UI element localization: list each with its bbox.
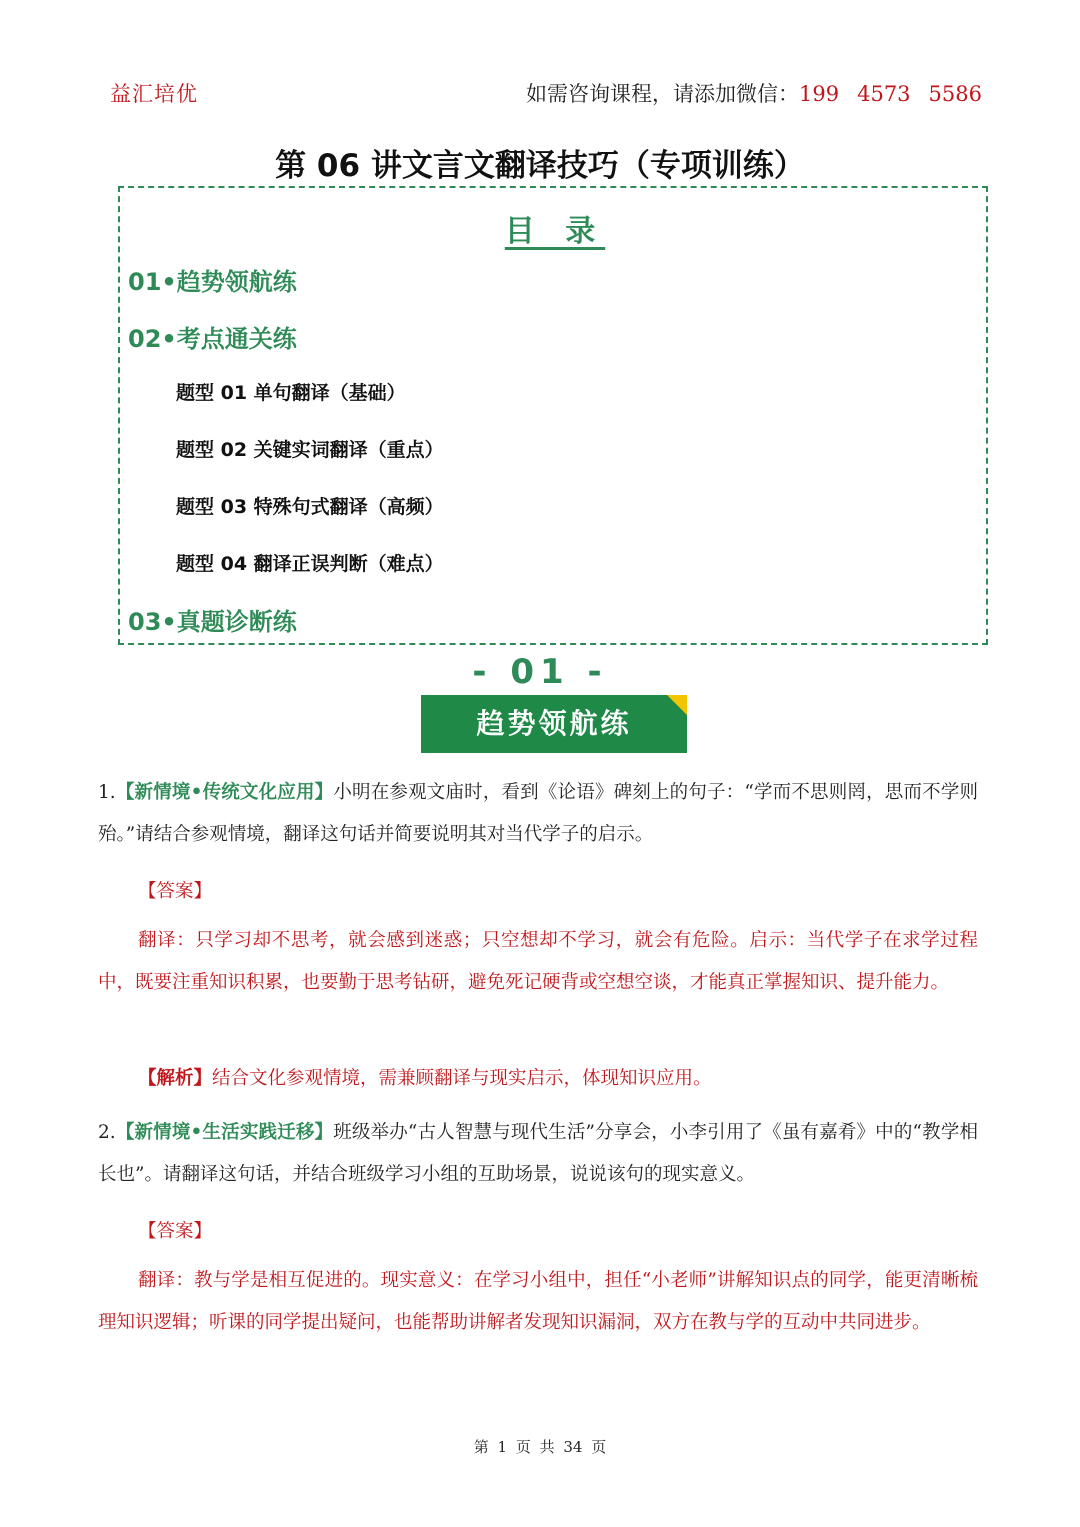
section-number: - 01 - <box>472 652 608 692</box>
toc-section-3[interactable]: 03•真题诊断练 <box>128 608 297 636</box>
contact-info <box>526 78 982 108</box>
question-2 <box>98 1112 978 1196</box>
answer-label: 【答案】 <box>138 881 213 902</box>
analysis <box>138 1058 978 1100</box>
toc-heading <box>120 206 990 250</box>
toc-heading-text: 目 录 <box>504 214 606 249</box>
answer-text: 翻译：教与学是相互促进的。现实意义：在学习小组中，担任“小老师”讲解知识点的同学，能更清晰梳理知识逻辑；听课的同学提出疑问，也能帮助讲解者发现知识漏洞，双方在教与学的互动中共同进步。 <box>98 1270 978 1333</box>
question-number: 2. <box>98 1122 116 1143</box>
section-banner <box>421 695 687 753</box>
answer-label: 【答案】 <box>138 1221 213 1242</box>
table-of-contents <box>118 186 988 645</box>
brand-name: 益汇培优 <box>110 82 198 106</box>
phone-part: 5586 <box>928 82 982 106</box>
contact-prefix: 如需咨询课程，请添加微信： <box>526 82 799 106</box>
toc-section-1[interactable]: 01•趋势领航练 <box>128 268 297 296</box>
toc-item-4[interactable]: 题型 04 翻译正误判断（难点） <box>176 553 444 575</box>
question-text: 班级举办“古人智慧与现代生活”分享会，小李引用了《虽有嘉肴》中的“教学相长也”。请翻译这句话，并结合班级学习小组的互助场景，说说该句的现实意义。 <box>98 1122 978 1185</box>
analysis-text: 结合文化参观情境，需兼顾翻译与现实启示，体现知识应用。 <box>212 1068 712 1089</box>
toc-section-2[interactable]: 02•考点通关练 <box>128 325 297 353</box>
question-text: 小明在参观文庙时，看到《论语》碑刻上的句子：“学而不思则罔，思而不学则殆。”请结合参观情境，翻译这句话并简要说明其对当代学子的启示。 <box>98 782 979 845</box>
phone-part: 4573 <box>857 82 911 106</box>
question-tag: 【新情境•传统文化应用】 <box>115 782 334 803</box>
section-banner-title: 趋势领航练 <box>476 707 632 740</box>
question-tag: 【新情境•生活实践迁移】 <box>115 1122 334 1143</box>
phone-number <box>799 82 982 106</box>
question-1 <box>98 772 978 856</box>
page-footer: 第 1 页 共 34 页 <box>473 1438 607 1456</box>
toc-item-1[interactable]: 题型 01 单句翻译（基础） <box>176 382 406 404</box>
page-title: 第 06 讲文言文翻译技巧（专项训练） <box>275 148 805 184</box>
toc-item-2[interactable]: 题型 02 关键实词翻译（重点） <box>176 439 444 461</box>
banner-corner-decoration <box>667 695 687 715</box>
question-number: 1. <box>98 782 116 803</box>
analysis-label: 【解析】 <box>138 1068 213 1089</box>
answer-text: 翻译：只学习却不思考，就会感到迷惑；只空想却不学习，就会有危险。启示：当代学子在求学过程中，既要注重知识积累，也要勤于思考钻研，避免死记硬背或空想空谈，才能真正掌握知识、提升能力。 <box>98 930 978 993</box>
phone-part: 199 <box>799 82 840 106</box>
toc-item-3[interactable]: 题型 03 特殊句式翻译（高频） <box>176 496 444 518</box>
